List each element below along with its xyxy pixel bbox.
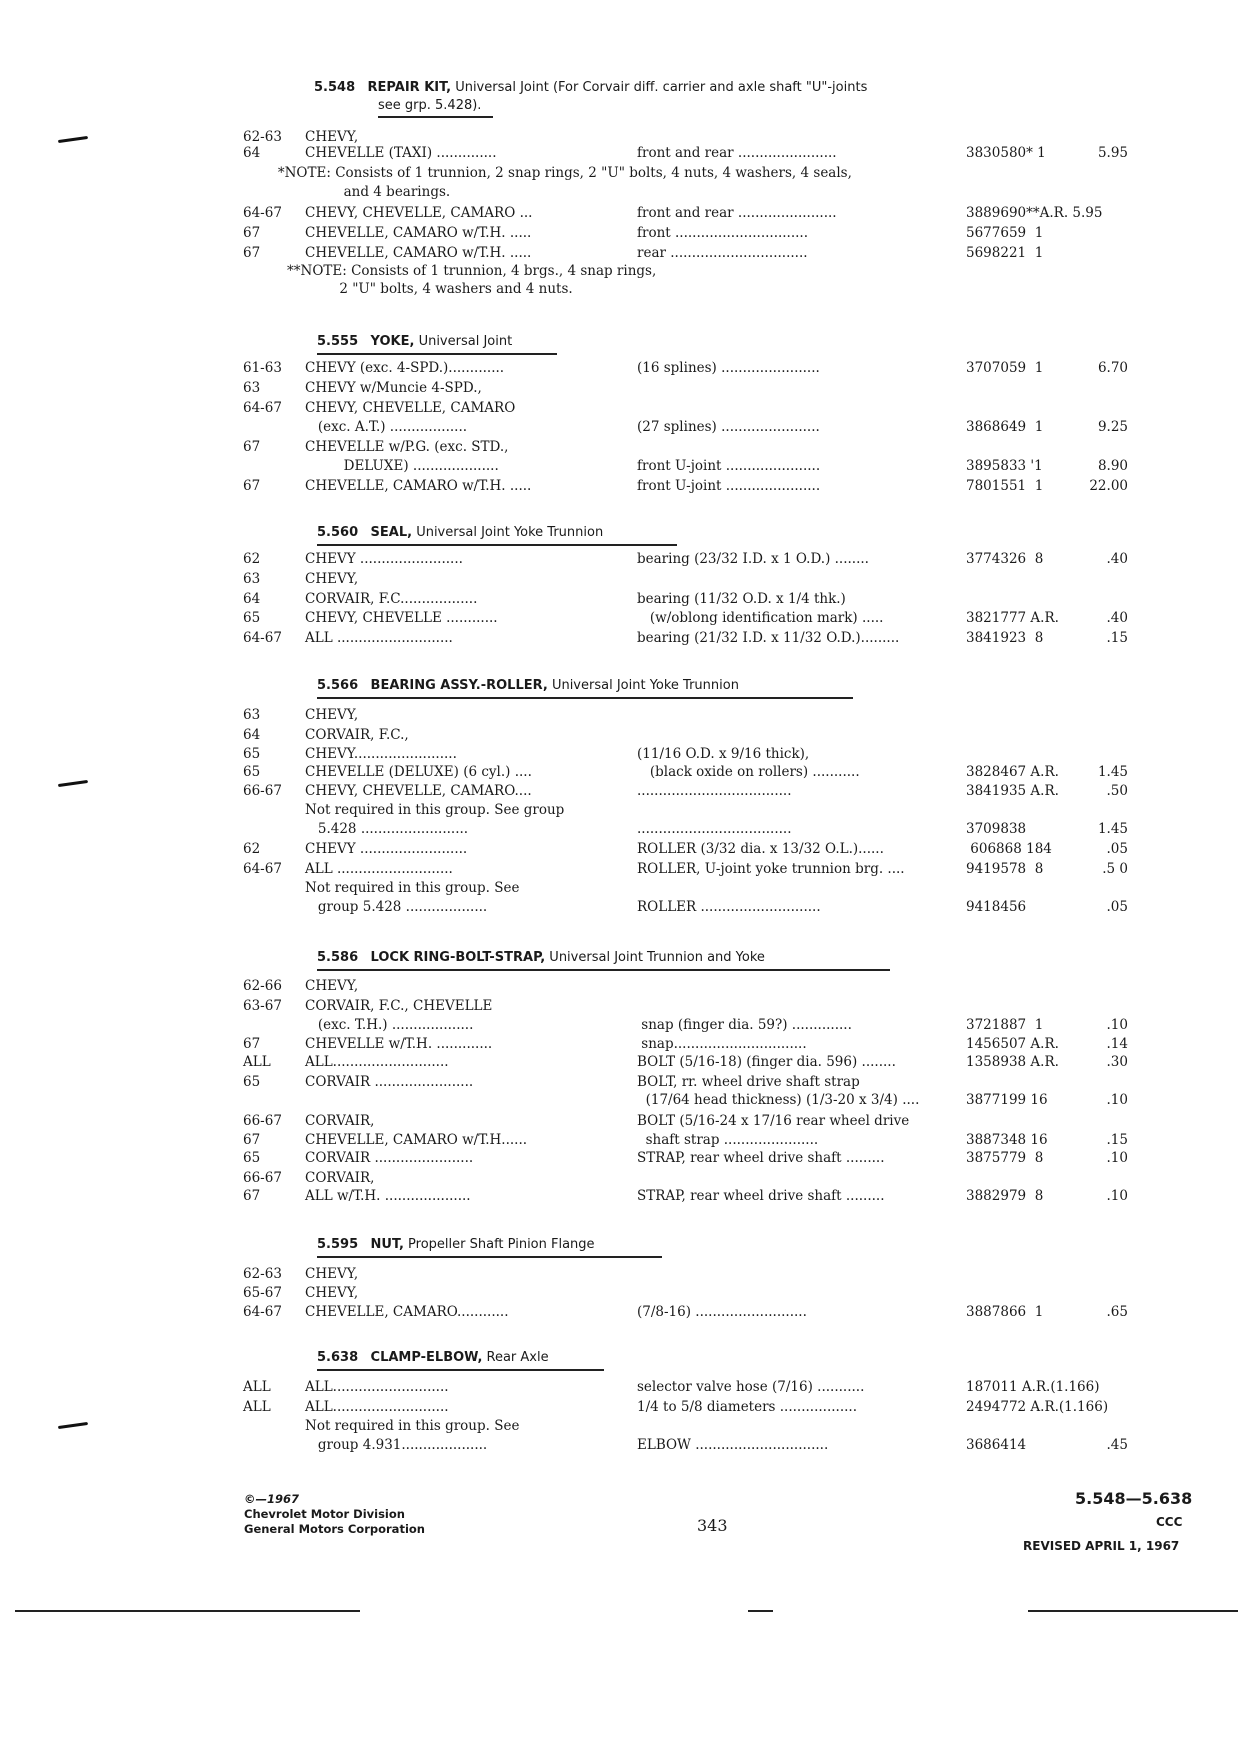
section-header-5560: 5.560 SEAL, Universal Joint Yoke Trunnion bbox=[317, 525, 604, 540]
row-dsc: .................................... bbox=[637, 821, 792, 837]
row-yr: 62-63 bbox=[243, 1266, 282, 1282]
row-mdl: CHEVELLE, CAMARO w/T.H. ..... bbox=[305, 478, 532, 494]
row-yr: 65 bbox=[243, 746, 261, 762]
row-dsc: (black oxide on rollers) ........... bbox=[637, 764, 860, 780]
row-yr: 65 bbox=[243, 1074, 261, 1090]
row-yr: 64 bbox=[243, 591, 261, 607]
row-mdl: CHEVELLE (DELUXE) (6 cyl.) .... bbox=[305, 764, 532, 780]
row-mdl: Not required in this group. See bbox=[305, 880, 520, 896]
row-yr: 64 bbox=[243, 145, 261, 161]
section-header-5548: 5.548 REPAIR KIT, Universal Joint (For Corvair diff. carrier and axle shaft "U"-joints bbox=[314, 80, 868, 95]
row-mdl: ALL ........................... bbox=[305, 630, 453, 646]
header-underline bbox=[317, 969, 890, 971]
margin-mark bbox=[58, 780, 88, 787]
row-mdl: ALL........................... bbox=[305, 1054, 449, 1070]
row-price: 9.25 bbox=[1097, 419, 1128, 435]
row-dsc: (11/16 O.D. x 9/16 thick), bbox=[637, 746, 810, 762]
row-pno: 3821777 A.R. bbox=[966, 610, 1059, 626]
row-mdl: CHEVY, bbox=[305, 1266, 359, 1282]
row-price: .15 bbox=[1106, 630, 1128, 646]
row-mdl: CHEVY, CHEVELLE, CAMARO.... bbox=[305, 783, 532, 799]
row-price: .45 bbox=[1106, 1437, 1128, 1453]
row-dsc: rear ................................ bbox=[637, 245, 808, 261]
row-dsc: bearing (11/32 O.D. x 1/4 thk.) bbox=[637, 591, 846, 607]
row-mdl: CHEVY........................ bbox=[305, 746, 457, 762]
row-price: .10 bbox=[1106, 1092, 1128, 1108]
header-underline bbox=[317, 697, 853, 699]
row-mdl: CORVAIR ....................... bbox=[305, 1150, 474, 1166]
row-price: .40 bbox=[1106, 610, 1128, 626]
row-pno: 3868649 1 bbox=[966, 419, 1044, 435]
row-yr: ALL bbox=[243, 1379, 271, 1395]
row-yr: 67 bbox=[243, 245, 261, 261]
row-mdl: CHEVY, CHEVELLE, CAMARO bbox=[305, 400, 516, 416]
row-dsc: bearing (21/32 I.D. x 11/32 O.D.)......... bbox=[637, 630, 900, 646]
row-dsc: .................................... bbox=[637, 783, 792, 799]
header-underline bbox=[317, 544, 677, 546]
row-mdl: group 4.931.................... bbox=[305, 1437, 488, 1453]
row-mdl: CHEVY, bbox=[305, 707, 359, 723]
row-mdl: CHEVY, bbox=[305, 571, 359, 587]
row-mdl: CORVAIR, F.C., bbox=[305, 727, 409, 743]
row-pno: 3877199 16 bbox=[966, 1092, 1048, 1108]
row-dsc: ROLLER (3/32 dia. x 13/32 O.L.)...... bbox=[637, 841, 884, 857]
bottom-rule-left bbox=[15, 1610, 360, 1612]
row-dsc: (17/64 head thickness) (1/3-20 x 3/4) .... bbox=[637, 1092, 920, 1108]
header-underline bbox=[317, 1256, 662, 1258]
section-range: 5.548—5.638 bbox=[1075, 1489, 1193, 1508]
row-pno: 1456507 A.R. bbox=[966, 1036, 1059, 1052]
row-dsc: snap............................... bbox=[637, 1036, 807, 1052]
row-price: 1.45 bbox=[1097, 764, 1128, 780]
row-price: .10 bbox=[1106, 1017, 1128, 1033]
row-yr: 63 bbox=[243, 707, 261, 723]
row-dsc: front and rear ....................... bbox=[637, 205, 837, 221]
row-mdl: Not required in this group. See group bbox=[305, 802, 565, 818]
row-dsc: ELBOW ............................... bbox=[637, 1437, 829, 1453]
row-price: 1.45 bbox=[1097, 821, 1128, 837]
row-pno: 3841923 8 bbox=[966, 630, 1044, 646]
row-mdl: **NOTE: Consists of 1 trunnion, 4 brgs., 4 snap rings, bbox=[287, 263, 657, 279]
row-dsc: STRAP, rear wheel drive shaft ......... bbox=[637, 1150, 885, 1166]
row-pno: 5698221 1 bbox=[966, 245, 1044, 261]
ccc-code: CCC bbox=[1156, 1515, 1183, 1529]
row-yr: 62 bbox=[243, 841, 261, 857]
row-mdl: CORVAIR, bbox=[305, 1113, 375, 1129]
margin-mark bbox=[58, 1422, 88, 1429]
row-yr: 64-67 bbox=[243, 205, 282, 221]
row-mdl: CHEVY, CHEVELLE ............ bbox=[305, 610, 498, 626]
row-mdl: CHEVELLE (TAXI) .............. bbox=[305, 145, 497, 161]
row-yr: 63 bbox=[243, 380, 261, 396]
row-mdl: CHEVELLE, CAMARO............ bbox=[305, 1304, 509, 1320]
row-mdl: group 5.428 ................... bbox=[305, 899, 488, 915]
row-dsc: ROLLER ............................ bbox=[637, 899, 821, 915]
row-price: .14 bbox=[1106, 1036, 1128, 1052]
section-header-5586: 5.586 LOCK RING-BOLT-STRAP, Universal Joint Trunnion and Yoke bbox=[317, 950, 765, 965]
row-dsc: front U-joint ...................... bbox=[637, 478, 821, 494]
row-pno: 3887866 1 bbox=[966, 1304, 1044, 1320]
row-dsc: selector valve hose (7/16) ........... bbox=[637, 1379, 865, 1395]
row-dsc: STRAP, rear wheel drive shaft ......... bbox=[637, 1188, 885, 1204]
section-header-5555: 5.555 YOKE, Universal Joint bbox=[317, 334, 513, 349]
row-yr: 64 bbox=[243, 727, 261, 743]
row-yr: 67 bbox=[243, 1132, 261, 1148]
row-price: .10 bbox=[1106, 1150, 1128, 1166]
row-mdl: ALL........................... bbox=[305, 1399, 449, 1415]
section-header-5638: 5.638 CLAMP-ELBOW, Rear Axle bbox=[317, 1350, 549, 1365]
row-mdl: 2 "U" bolts, 4 washers and 4 nuts. bbox=[305, 281, 573, 297]
row-yr: 65-67 bbox=[243, 1285, 282, 1301]
row-pno: 7801551 1 bbox=[966, 478, 1044, 494]
row-yr: 65 bbox=[243, 610, 261, 626]
row-mdl: 5.428 ......................... bbox=[305, 821, 469, 837]
margin-mark bbox=[58, 136, 88, 143]
row-mdl: Not required in this group. See bbox=[305, 1418, 520, 1434]
row-pno: 3830580* 1 bbox=[966, 145, 1046, 161]
row-yr: 67 bbox=[243, 1188, 261, 1204]
row-mdl: CHEVELLE, CAMARO w/T.H. ..... bbox=[305, 225, 532, 241]
row-dsc: bearing (23/32 I.D. x 1 O.D.) ........ bbox=[637, 551, 869, 567]
row-pno: 3882979 8 bbox=[966, 1188, 1044, 1204]
header-underline bbox=[317, 353, 557, 355]
row-yr: 63-67 bbox=[243, 998, 282, 1014]
row-mdl: ALL w/T.H. .................... bbox=[305, 1188, 471, 1204]
row-pno: 187011 A.R.(1.166) bbox=[966, 1379, 1100, 1395]
row-price: .50 bbox=[1106, 783, 1128, 799]
row-mdl: CORVAIR, F.C.................. bbox=[305, 591, 478, 607]
row-pno: 3828467 A.R. bbox=[966, 764, 1059, 780]
row-price: 8.90 bbox=[1097, 458, 1128, 474]
row-yr: 64-67 bbox=[243, 861, 282, 877]
row-price: .40 bbox=[1106, 551, 1128, 567]
row-dsc: (27 splines) ....................... bbox=[637, 419, 820, 435]
row-pno: 3875779 8 bbox=[966, 1150, 1044, 1166]
row-yr: 67 bbox=[243, 439, 261, 455]
row-mdl: CHEVELLE, CAMARO w/T.H. ..... bbox=[305, 245, 532, 261]
row-price: .15 bbox=[1106, 1132, 1128, 1148]
row-price: .65 bbox=[1106, 1304, 1128, 1320]
row-yr: 66-67 bbox=[243, 783, 282, 799]
row-dsc: (16 splines) ....................... bbox=[637, 360, 820, 376]
row-mdl: CHEVY, bbox=[305, 1285, 359, 1301]
row-yr: 66-67 bbox=[243, 1113, 282, 1129]
row-yr: 66-67 bbox=[243, 1170, 282, 1186]
row-pno: 3721887 1 bbox=[966, 1017, 1044, 1033]
row-mdl: (exc. T.H.) ................... bbox=[305, 1017, 474, 1033]
row-yr: 63 bbox=[243, 571, 261, 587]
header-underline bbox=[317, 1369, 604, 1371]
row-mdl: CHEVY, CHEVELLE, CAMARO ... bbox=[305, 205, 533, 221]
row-pno: 3709838 bbox=[966, 821, 1027, 837]
row-price: .30 bbox=[1106, 1054, 1128, 1070]
row-mdl: CORVAIR ....................... bbox=[305, 1074, 474, 1090]
row-dsc: BOLT (5/16-24 x 17/16 rear wheel drive bbox=[637, 1113, 910, 1129]
row-yr: ALL bbox=[243, 1399, 271, 1415]
row-mdl: CHEVY ........................ bbox=[305, 551, 463, 567]
row-yr: 67 bbox=[243, 1036, 261, 1052]
header-underline bbox=[378, 116, 493, 118]
corporation: General Motors Corporation bbox=[244, 1522, 425, 1536]
row-yr: 65 bbox=[243, 764, 261, 780]
row-yr: 62-63 bbox=[243, 129, 282, 145]
section-header-5595: 5.595 NUT, Propeller Shaft Pinion Flange bbox=[317, 1237, 595, 1252]
row-pno: 5677659 1 bbox=[966, 225, 1044, 241]
bottom-rule-center bbox=[748, 1610, 773, 1612]
row-yr: ALL bbox=[243, 1054, 271, 1070]
row-price: .5 0 bbox=[1102, 861, 1128, 877]
row-pno: 2494772 A.R.(1.166) bbox=[966, 1399, 1109, 1415]
row-yr: 62 bbox=[243, 551, 261, 567]
row-pno: 3774326 8 bbox=[966, 551, 1044, 567]
row-yr: 61-63 bbox=[243, 360, 282, 376]
row-dsc: (w/oblong identification mark) ..... bbox=[637, 610, 884, 626]
row-mdl: CHEVELLE w/T.H. ............. bbox=[305, 1036, 493, 1052]
row-pno: 3895833 '1 bbox=[966, 458, 1043, 474]
row-dsc: snap (finger dia. 59?) .............. bbox=[637, 1017, 852, 1033]
row-mdl: *NOTE: Consists of 1 trunnion, 2 snap rings, 2 "U" bolts, 4 nuts, 4 washers, 4 seals, bbox=[265, 165, 852, 181]
row-pno: 3707059 1 bbox=[966, 360, 1044, 376]
row-yr: 64-67 bbox=[243, 400, 282, 416]
row-mdl: CORVAIR, bbox=[305, 1170, 375, 1186]
row-yr: 65 bbox=[243, 1150, 261, 1166]
row-yr: 64-67 bbox=[243, 630, 282, 646]
row-mdl: CHEVY w/Muncie 4-SPD., bbox=[305, 380, 482, 396]
copyright: ©—1967 bbox=[244, 1492, 300, 1506]
row-pno: 3889690**A.R. 5.95 bbox=[966, 205, 1103, 221]
row-mdl: CORVAIR, F.C., CHEVELLE bbox=[305, 998, 493, 1014]
bottom-rule-right bbox=[1028, 1610, 1238, 1612]
row-mdl: ALL........................... bbox=[305, 1379, 449, 1395]
row-price: 6.70 bbox=[1097, 360, 1128, 376]
row-yr: 67 bbox=[243, 225, 261, 241]
row-pno: 1358938 A.R. bbox=[966, 1054, 1059, 1070]
row-dsc: front U-joint ...................... bbox=[637, 458, 821, 474]
row-yr: 62-66 bbox=[243, 978, 282, 994]
row-yr: 67 bbox=[243, 478, 261, 494]
page-number: 343 bbox=[697, 1516, 728, 1535]
row-dsc: front ............................... bbox=[637, 225, 809, 241]
row-mdl: CHEVY (exc. 4-SPD.)............. bbox=[305, 360, 505, 376]
section-header-5566: 5.566 BEARING ASSY.-ROLLER, Universal Joint Yoke Trunnion bbox=[317, 678, 739, 693]
row-dsc: BOLT (5/16-18) (finger dia. 596) ........ bbox=[637, 1054, 896, 1070]
row-pno: 9419578 8 bbox=[966, 861, 1044, 877]
row-dsc: (7/8-16) .......................... bbox=[637, 1304, 807, 1320]
row-dsc: front and rear ....................... bbox=[637, 145, 837, 161]
row-mdl: CHEVELLE, CAMARO w/T.H...... bbox=[305, 1132, 528, 1148]
row-mdl: CHEVY ......................... bbox=[305, 841, 468, 857]
row-price: .05 bbox=[1106, 899, 1128, 915]
section-header-5548-line2: see grp. 5.428). bbox=[378, 98, 482, 113]
row-price: .05 bbox=[1106, 841, 1128, 857]
row-pno: 606868 184 bbox=[966, 841, 1052, 857]
row-dsc: shaft strap ...................... bbox=[637, 1132, 819, 1148]
row-mdl: ALL ........................... bbox=[305, 861, 453, 877]
row-mdl: CHEVY, bbox=[305, 978, 359, 994]
row-mdl: (exc. A.T.) .................. bbox=[305, 419, 468, 435]
row-price: 22.00 bbox=[1089, 478, 1128, 494]
row-dsc: ROLLER, U-joint yoke trunnion brg. .... bbox=[637, 861, 905, 877]
row-price: 5.95 bbox=[1097, 145, 1128, 161]
revised-date: REVISED APRIL 1, 1967 bbox=[1023, 1539, 1180, 1553]
row-mdl: CHEVELLE w/P.G. (exc. STD., bbox=[305, 439, 509, 455]
row-dsc: BOLT, rr. wheel drive shaft strap bbox=[637, 1074, 860, 1090]
row-mdl: and 4 bearings. bbox=[305, 184, 451, 200]
division: Chevrolet Motor Division bbox=[244, 1507, 405, 1521]
row-price: .10 bbox=[1106, 1188, 1128, 1204]
row-dsc: 1/4 to 5/8 diameters .................. bbox=[637, 1399, 858, 1415]
row-pno: 3841935 A.R. bbox=[966, 783, 1059, 799]
row-pno: 3686414 bbox=[966, 1437, 1027, 1453]
row-pno: 3887348 16 bbox=[966, 1132, 1048, 1148]
row-mdl: DELUXE) .................... bbox=[305, 458, 499, 474]
row-yr: 64-67 bbox=[243, 1304, 282, 1320]
row-pno: 9418456 bbox=[966, 899, 1027, 915]
row-mdl: CHEVY, bbox=[305, 129, 359, 145]
